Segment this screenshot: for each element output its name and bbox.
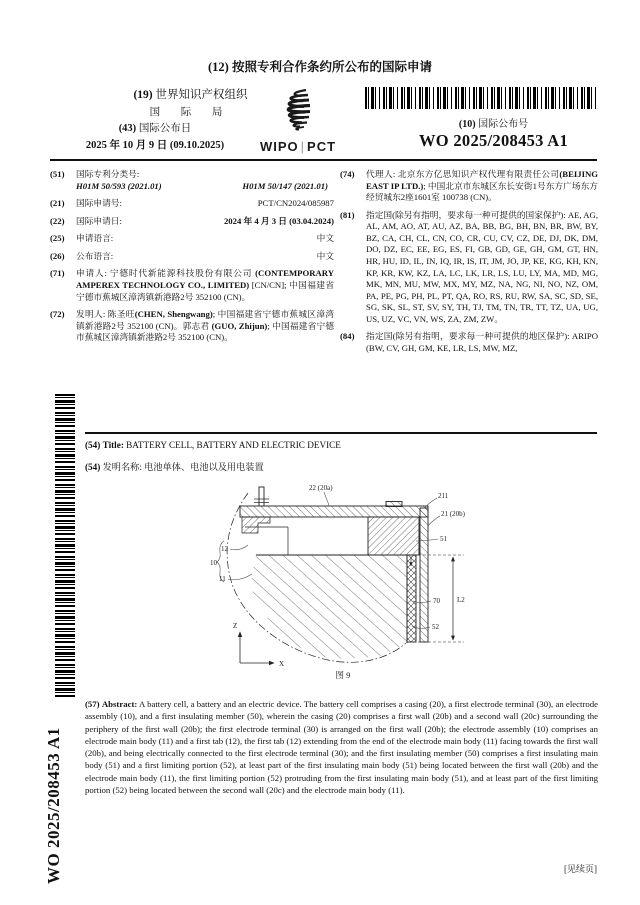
regional-protection-list: ARIPO (BW, CV, GH, GM, KE, LR, LS, MW, MZ, [366, 331, 598, 353]
publication-date-label: 国际公布日 [138, 123, 192, 134]
field-number: (54) [85, 440, 101, 450]
field-number: (26) [50, 250, 65, 261]
pct-wordmark: PCT [307, 139, 337, 154]
field-number: (21) [50, 198, 65, 209]
applicant-name-zh: 宁德时代新能源科技股份有限公司 [109, 268, 256, 279]
title-en-key: Title: [102, 440, 124, 450]
field-number: (81) [340, 209, 355, 220]
field-25-filing-language [50, 233, 334, 245]
organization-bureau: 国 际 局 [149, 107, 232, 118]
abstract-block [85, 698, 598, 796]
publication-number: WO 2025/208453 A1 [418, 131, 569, 150]
label-70: 70 [433, 597, 440, 605]
publication-language-label: 公布语言: [76, 250, 114, 261]
label-11: 11 [219, 575, 226, 583]
ipc-code: H01M 50/593 (2021.01) [76, 180, 162, 191]
application-number-label: 国际申请号: [76, 198, 122, 209]
title-divider [85, 432, 597, 434]
label-L2: L2 [457, 596, 465, 604]
field-number: (84) [340, 331, 355, 342]
label-211: 211 [438, 492, 449, 500]
title-en-text: BATTERY CELL, BATTERY AND ELECTRIC DEVICE [126, 440, 341, 450]
publication-date: 2025 年 10 月 9 日 (09.10.2025) [85, 140, 225, 151]
inventor-name-en: (GUO, Zhijun) [211, 320, 268, 331]
field-74-agent [340, 169, 598, 204]
organization-name: 世界知识产权组织 [155, 89, 248, 101]
field-26-publication-language [50, 251, 334, 263]
field-51-ipc [50, 169, 334, 192]
field-71-applicant [50, 268, 334, 303]
field-number: (10) [458, 119, 476, 130]
title-block [85, 440, 597, 473]
side-publication-number: WO 2025/208453 A1 [44, 727, 63, 884]
wipo-swirl-icon [276, 88, 320, 132]
inventor-address: ; 中国福建省宁德市蕉城区漳湾镇新港路2号 352100 (CN)。 [76, 320, 335, 343]
agent-address: ; 中国北京市东城区东长安街1号东方广场东方经贸城东2座1601室 100738 (CN)。 [366, 180, 598, 203]
application-number: PCT/CN2024/085987 [257, 198, 334, 209]
field-number: (51) [50, 169, 65, 179]
axis-x-label: X [279, 660, 285, 668]
field-number: (74) [340, 169, 355, 179]
field-number: (72) [50, 309, 65, 320]
wordmark-separator: | [300, 139, 306, 154]
figure-geometry [227, 487, 464, 663]
inventor-address: ; 中国福建省宁德市蕉城区漳湾镇新港路2号 352100 (CN)。郭志君 [76, 309, 335, 331]
agent-name-zh: 北京东方亿思知识产权代理有限责任公司 [397, 169, 560, 179]
label-22-20a: 22 (20a) [309, 484, 333, 492]
applicant-name-en: (CONTEMPORARY AMPEREX TECHNOLOGY CO., LIMITED) [76, 268, 334, 290]
label-52: 52 [432, 623, 439, 631]
field-number: (57) [85, 699, 100, 709]
field-22-filing-date [50, 216, 334, 228]
filing-language: 中文 [316, 233, 334, 244]
biblio-column-left [50, 169, 334, 350]
field-21-application-number [50, 198, 334, 210]
publication-barcode [365, 87, 597, 109]
publication-language: 中文 [316, 250, 334, 261]
title-english [85, 440, 597, 450]
label-12: 12 [221, 545, 228, 553]
header-divider [50, 159, 597, 161]
abstract-text: A battery cell, a battery and an electric device. The battery cell comprises a casing (20), a first electrode terminal (30), an electrode assembly (10), and a first insulating member (50), wherein the casing (20) comprises a first wall (20b) and a second wall (20c) surrounding the periphery of the first wall (20b); the first electrode terminal (30) is arranged on the first wall (20b); the electrode assembly (10) comprises an electrode main body (11) and a first tab (12), the first tab (12) extending from the end of the electrode main body (11) facing towards the first wall (20b), and being electrically connected to the first electrode terminal (30); and the first insulating member (50) comprises a first insulating main body (51) and a first limiting portion (52), at least part of the first insulating main body (51) being located between the first wall (20b) and the electrode main body (11), the first limiting portion (52) protruding from the first insulating main body (51), and at least part of the first limiting portion (52) being located between the second wall (20c) and the electrode main body (11). [85, 699, 598, 795]
filing-date: 2024 年 4 月 3 日 (03.04.2024) [223, 215, 334, 226]
inventors-label: 发明人: [76, 309, 108, 320]
field-number: (71) [50, 268, 65, 279]
publication-number-label: 国际公布号 [478, 119, 529, 130]
axis-z-label: Z [233, 622, 238, 630]
field-number: (25) [50, 233, 65, 244]
label-21-20b: 21 (20b) [441, 510, 465, 518]
filing-language-label: 申请语言: [76, 233, 114, 244]
ipc-code: H01M 50/147 (2021.01) [242, 180, 328, 191]
field-number: (12) [208, 60, 229, 74]
applicant-address: [CN/CN]; 中国福建省宁德市蕉城区漳湾镇新港路2号 352100 (CN)。 [76, 279, 335, 302]
wipo-logo [258, 88, 338, 154]
field-81-designated-states [340, 210, 598, 326]
continuation-note: [见续页] [564, 864, 597, 874]
field-72-inventors [50, 309, 334, 344]
figure-caption: 图 9 [335, 670, 351, 680]
applicant-label: 申请人: [76, 268, 110, 279]
inventor-name-en: (CHEN, Shengwang) [134, 309, 213, 320]
field-number: (22) [50, 215, 65, 226]
title-zh-text: 电池单体、电池以及用电装置 [144, 462, 264, 472]
agent-name-en: (BEIJING EAST IP LTD.) [366, 169, 599, 191]
wipo-wordmark: WIPO [259, 139, 299, 154]
field-84-regional-protection [340, 331, 598, 354]
abstract-label: Abstract: [101, 699, 138, 709]
side-barcode [55, 394, 75, 700]
designated-states-label: 指定国(除另有指明，要求每一种可提供的国家保护): [366, 209, 568, 220]
field-number: (54) [85, 462, 101, 472]
title-chinese [85, 459, 597, 473]
designated-states-list: AE, AG, AL, AM, AO, AT, AU, AZ, BA, BB, BG, BH, BN, BR, BW, BY, BZ, CA, CH, CL, CN, CO, CR, CU, CV, CZ, DE, DJ, DK, DM, DO, DZ, EC, EE, EG, ES, FI, GB, GD, GE, GH, GM, GT, HN, HR, HU, ID, IL, IN, IQ, IR, IS, IT, JM, JO, JP, KE, KG, KH, KN, KP, KR, KW, KZ, LA, LC, LK, LR, LS, LU, LY, MA, MD, MG, MK, MN, MU, MW, MX, MY, MZ, NA, NG, NI, NO, NZ, OM, PA, PE, PG, PH, PL, PT, QA, RO, RS, RU, RW, SA, SC, SD, SE, SG, SK, SL, ST, SV, SY, TH, TJ, TM, TN, TR, TT, TZ, UA, UG, US, UZ, VC, VN, WS, ZA, ZM, ZW。 [366, 209, 598, 324]
label-10: 10 [210, 559, 217, 567]
agent-label: 代理人: [366, 169, 398, 179]
title-zh-key: 发明名称: [102, 462, 142, 472]
inventor-name-zh: 陈圣旺 [107, 309, 135, 320]
biblio-column-right [340, 169, 598, 360]
wipo-pct-wordmark [258, 139, 338, 154]
regional-protection-label: 指定国(除另有指明，要求每一种可提供的地区保护): [366, 331, 572, 342]
publication-date-block [55, 120, 255, 152]
document-type-text: 按照专利合作条约所公布的国际申请 [231, 60, 432, 74]
ipc-label: 国际专利分类号: [76, 169, 140, 179]
field-number: (43) [118, 123, 137, 134]
filing-date-label: 国际申请日: [76, 215, 122, 226]
publication-number-block [390, 115, 597, 151]
document-type-line [0, 57, 640, 75]
figure-9-drawing [210, 477, 502, 709]
label-51: 51 [440, 535, 447, 543]
field-number: (19) [133, 89, 153, 101]
